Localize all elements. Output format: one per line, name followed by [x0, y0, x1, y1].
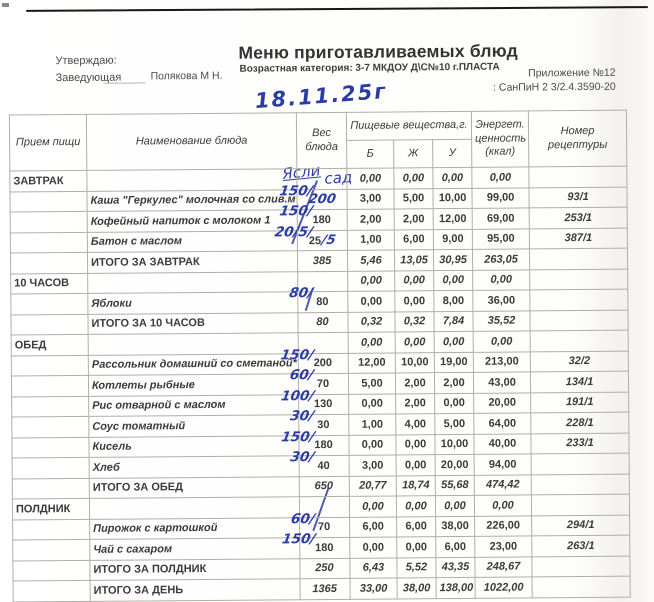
sanpin-note: : СанПиН 2 3/2.4.3590-20: [469, 81, 616, 94]
carbs-cell: 0,00: [433, 167, 472, 188]
protein-cell: 1,00: [347, 229, 394, 250]
dish-name: ИТОГО ЗА ПОЛДНИК: [93, 563, 206, 576]
kcal-cell: 263,05: [472, 249, 529, 270]
carbs-cell: 0,00: [435, 495, 474, 516]
fat-cell: 13,05: [394, 250, 433, 271]
meal-cell: [12, 478, 89, 499]
carbs-cell: 38,00: [436, 516, 475, 537]
meal-cell: [13, 539, 90, 560]
recipe-cell: [530, 289, 628, 310]
weight-value: 180: [314, 439, 332, 451]
protein-cell: 6,43: [350, 557, 397, 578]
kcal-cell: 20,00: [474, 392, 531, 413]
handwritten-portion-annotation: 60/: [289, 367, 315, 383]
kcal-cell: 43,00: [473, 372, 530, 393]
kcal-cell: 226,00: [475, 515, 532, 536]
recipe-cell: [531, 453, 629, 474]
recipe-cell: [531, 494, 629, 515]
meal-cell: [10, 232, 87, 253]
meal-cell: [11, 314, 88, 335]
signature-line: [104, 82, 146, 83]
handwritten-portion-annotation: 150/: [279, 347, 315, 363]
fat-cell: 6,00: [397, 516, 436, 537]
header-carbs: У: [433, 139, 472, 167]
page-title: Меню приготавливаемых блюд: [238, 41, 518, 64]
dish-name: Хлеб: [93, 461, 120, 473]
kcal-cell: 248,67: [475, 556, 532, 577]
weight-value: 130: [314, 398, 332, 410]
fat-cell: 38,00: [397, 578, 436, 599]
dish-name: Соус томатный: [92, 420, 185, 433]
weight-value: 80: [316, 316, 328, 328]
fat-cell: 0,00: [397, 537, 436, 558]
dish-name: Батон с маслом: [91, 235, 182, 248]
carbs-cell: 6,00: [436, 536, 475, 557]
header-energy: Энергет. ценность (ккал): [471, 111, 528, 167]
dish-name: ИТОГО ЗА ЗАВТРАК: [91, 256, 200, 269]
scan-speck-artifact: [2, 3, 9, 7]
weight-value: 70: [317, 378, 329, 390]
protein-cell: 0,00: [348, 332, 395, 353]
kcal-cell: 94,00: [474, 454, 531, 475]
meal-cell: [10, 191, 87, 212]
protein-cell: 6,00: [350, 516, 397, 537]
fat-cell: 0,00: [396, 455, 435, 476]
meal-cell: [12, 437, 89, 458]
carbs-cell: 0,00: [435, 393, 474, 414]
fat-cell: 2,00: [394, 209, 433, 230]
handwritten-portion-annotation: 150/: [278, 203, 314, 219]
header-protein: Б: [347, 140, 394, 168]
protein-cell: 1,00: [349, 414, 396, 435]
weight-value: 40: [317, 460, 329, 472]
meal-cell: ЗАВТРАК: [10, 170, 87, 191]
table-row: [13, 576, 630, 601]
kcal-cell: 64,00: [474, 413, 531, 434]
meal-cell: [13, 560, 90, 581]
appendix-note: Приложение №12: [471, 67, 616, 80]
approver-name: Полякова М Н.: [151, 70, 223, 83]
meal-cell: ОБЕД: [11, 334, 88, 355]
recipe-cell: [530, 269, 628, 290]
recipe-cell: [529, 248, 627, 269]
dish-name: Каша "Геркулес" молочная со слив.м: [91, 194, 296, 208]
handwritten-group-kindergarten: сад: [324, 168, 353, 188]
weight-value: 200: [314, 357, 332, 369]
weight-value: 80: [316, 296, 328, 308]
carbs-cell: 9,00: [433, 229, 472, 250]
meal-cell: [10, 211, 87, 232]
dish-name: Рассольник домашний со сметаной*: [92, 357, 297, 371]
meal-cell: 10 ЧАСОВ: [11, 273, 88, 294]
weight-value: 650: [315, 480, 333, 492]
fat-cell: 10,00: [395, 352, 434, 373]
recipe-cell: [530, 330, 628, 351]
kcal-cell: 35,52: [473, 310, 530, 331]
handwritten-group-nursery: Ясли: [282, 161, 322, 183]
protein-cell: 3,00: [349, 455, 396, 476]
handwritten-portion-annotation: 100/: [280, 388, 316, 404]
approval-label: Утверждаю:: [55, 55, 116, 67]
handwritten-portion-annotation: 60/: [290, 511, 316, 527]
fat-cell: 5,00: [394, 188, 433, 209]
carbs-cell: 43,35: [436, 557, 475, 578]
recipe-cell: [529, 166, 627, 187]
header-dish: Наименование блюда: [86, 113, 296, 171]
protein-cell: 12,00: [348, 352, 395, 373]
dish-name: Яблоки: [91, 297, 131, 309]
meal-cell: [13, 519, 90, 540]
handwritten-weight-annotation: /5: [321, 233, 337, 248]
kcal-cell: 0,00: [472, 167, 529, 188]
weight-value: 25: [309, 235, 321, 247]
kcal-cell: 36,00: [473, 290, 530, 311]
protein-cell: 2,00: [347, 209, 394, 230]
recipe-cell: 191/1: [531, 392, 629, 413]
protein-cell: 0,00: [349, 393, 396, 414]
protein-cell: 3,00: [347, 188, 394, 209]
weight-value: 70: [318, 521, 330, 533]
fat-cell: 0,32: [395, 311, 434, 332]
recipe-cell: 253/1: [529, 207, 627, 228]
header-nutrients: Пищевые вещества,г.: [346, 111, 471, 140]
kcal-cell: 95,00: [472, 228, 529, 249]
protein-cell: 5,46: [347, 250, 394, 271]
header-meal: Прием пищи: [9, 114, 86, 171]
protein-cell: 20,77: [349, 475, 396, 496]
carbs-cell: 10,00: [433, 188, 472, 209]
protein-cell: 0,00: [349, 434, 396, 455]
recipe-cell: 294/1: [532, 515, 630, 536]
weight-value: 180: [312, 214, 330, 226]
meal-cell: ПОЛДНИК: [12, 498, 89, 519]
fat-cell: 0,00: [395, 332, 434, 353]
dish-name: Кисель: [92, 441, 131, 453]
document-content: [0, 0, 654, 3]
recipe-cell: 387/1: [529, 228, 627, 249]
carbs-cell: 12,00: [433, 208, 472, 229]
recipe-cell: [531, 474, 629, 495]
recipe-cell: 93/1: [529, 187, 627, 208]
menu-table: [9, 110, 631, 602]
carbs-cell: 55,68: [435, 475, 474, 496]
fat-cell: 18,74: [396, 475, 435, 496]
handwritten-date: 18.11.25г: [254, 79, 388, 113]
handwritten-portion-annotation: 150/: [281, 531, 317, 547]
scan-edge-artifact: [26, 6, 648, 12]
kcal-cell: 474,42: [474, 474, 531, 495]
weight-value: 1365: [312, 583, 337, 595]
kcal-cell: 0,00: [473, 331, 530, 352]
handwritten-portion-annotation: 150/: [280, 429, 316, 445]
fat-cell: 0,00: [395, 270, 434, 291]
dish-name: Чай с сахаром: [93, 543, 172, 556]
meal-cell: [11, 375, 88, 396]
handwritten-portion-annotation: 80/: [288, 285, 314, 301]
kcal-cell: 213,00: [473, 351, 530, 372]
kcal-cell: 69,00: [472, 208, 529, 229]
header-weight: Вес блюда: [296, 112, 346, 168]
header-recipe: Номер рецептуры: [528, 110, 626, 167]
recipe-cell: 228/1: [531, 412, 629, 433]
fat-cell: 6,00: [394, 229, 433, 250]
kcal-cell: 23,00: [475, 536, 532, 557]
header-fat: Ж: [394, 140, 433, 168]
dish-name: Пирожок с картошкой: [93, 522, 217, 535]
dish-name: Рис отварной с маслом: [92, 399, 225, 412]
fat-cell: 0,00: [395, 291, 434, 312]
meal-cell: [12, 416, 89, 437]
protein-cell: 0,00: [349, 496, 396, 517]
kcal-cell: 0,00: [473, 269, 530, 290]
protein-cell: 0,32: [348, 311, 395, 332]
dish-name: Кофейный напиток с молоком 1: [91, 214, 271, 227]
kcal-cell: 40,00: [474, 433, 531, 454]
recipe-cell: [532, 576, 630, 597]
recipe-cell: 134/1: [530, 371, 628, 392]
handwritten-portion-annotation: 20/5/: [273, 224, 314, 240]
carbs-cell: 30,95: [433, 249, 472, 270]
recipe-cell: 263/1: [532, 535, 630, 556]
recipe-cell: 32/2: [530, 351, 628, 372]
dish-name: ИТОГО ЗА ДЕНЬ: [94, 584, 184, 597]
dish-name: Котлеты рыбные: [92, 379, 195, 392]
menu-table-header: [9, 110, 626, 171]
fat-cell: 4,00: [396, 414, 435, 435]
recipe-cell: [532, 556, 630, 577]
kcal-cell: 99,00: [472, 187, 529, 208]
fat-cell: 0,00: [396, 496, 435, 517]
protein-cell: 0,00: [350, 537, 397, 558]
carbs-cell: 2,00: [434, 372, 473, 393]
handwritten-weight-annotation: 200: [308, 192, 338, 207]
handwritten-portion-annotation: 30/: [290, 449, 316, 465]
kcal-cell: 1022,00: [475, 577, 532, 598]
weight-value: 250: [315, 562, 333, 574]
meal-cell: [12, 396, 89, 417]
weight-value: 30: [317, 419, 329, 431]
dish-name: ИТОГО ЗА 10 ЧАСОВ: [91, 317, 204, 330]
carbs-cell: 138,00: [436, 577, 475, 598]
page-subtitle: Возрастная категория: 3-7 МКДОУ Д\С№10 г.ПЛАСТА: [239, 62, 499, 75]
meal-cell: [13, 580, 90, 601]
carbs-cell: 5,00: [435, 413, 474, 434]
carbs-cell: 10,00: [435, 434, 474, 455]
protein-cell: 0,00: [348, 291, 395, 312]
handwritten-portion-annotation: 150/: [278, 183, 314, 199]
meal-cell: [11, 293, 88, 314]
protein-cell: 0,00: [347, 168, 394, 189]
dish-name: ИТОГО ЗА ОБЕД: [93, 481, 183, 494]
meal-cell: [11, 355, 88, 376]
fat-cell: 2,00: [396, 393, 435, 414]
protein-cell: 0,00: [348, 270, 395, 291]
meal-cell: [12, 457, 89, 478]
carbs-cell: 8,00: [434, 290, 473, 311]
fat-cell: 0,00: [394, 168, 433, 189]
recipe-cell: 233/1: [531, 433, 629, 454]
recipe-cell: [530, 310, 628, 331]
menu-table-body: [10, 166, 630, 601]
fat-cell: 2,00: [395, 373, 434, 394]
carbs-cell: 7,84: [434, 311, 473, 332]
weight-value: 385: [313, 255, 331, 267]
carbs-cell: 20,00: [435, 454, 474, 475]
meal-cell: [10, 252, 87, 273]
weight-value: 180: [315, 542, 333, 554]
fat-cell: 0,00: [396, 434, 435, 455]
fat-cell: 5,52: [397, 557, 436, 578]
approver-role: Заведующая: [56, 72, 122, 85]
carbs-cell: 19,00: [434, 352, 473, 373]
carbs-cell: 0,00: [434, 331, 473, 352]
kcal-cell: 0,00: [474, 495, 531, 516]
protein-cell: 5,00: [348, 373, 395, 394]
carbs-cell: 0,00: [434, 270, 473, 291]
protein-cell: 33,00: [350, 578, 397, 599]
handwritten-portion-annotation: 30/: [289, 408, 315, 424]
